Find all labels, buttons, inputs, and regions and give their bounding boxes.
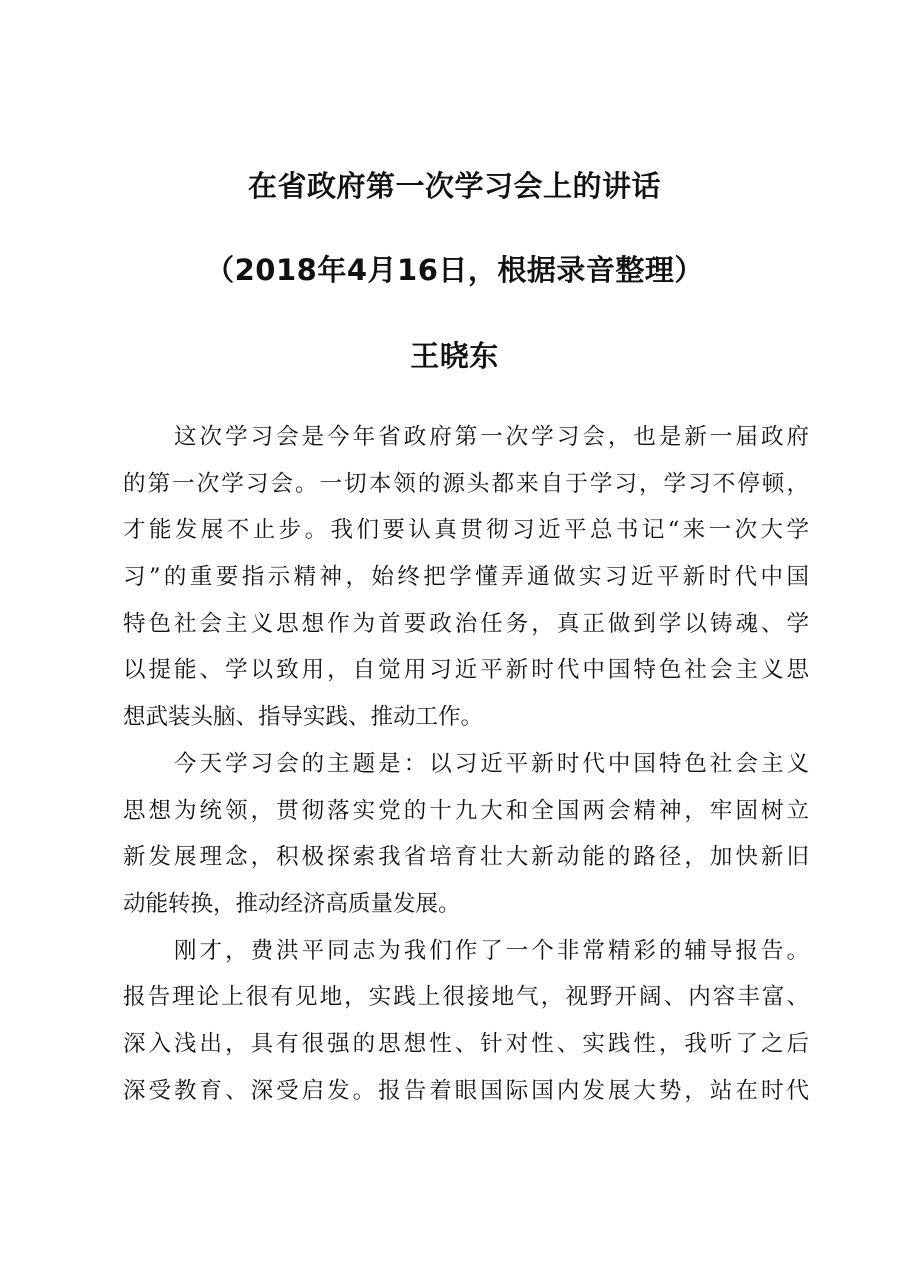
body-line: 新发展理念，积极探索我省培育壮大新动能的路径，加快新旧: [123, 844, 809, 871]
document-author: 王晓东: [410, 339, 499, 373]
body-line: 今天学习会的主题是：以习近平新时代中国特色社会主义: [123, 750, 809, 777]
body-line: 深入浅出，具有很强的思想性、针对性、实践性，我听了之后: [123, 1030, 809, 1057]
document-subtitle: （2018年4月16日，根据录音整理）: [205, 253, 704, 287]
body-line: 习”的重要指示精神，始终把学懂弄通做实习近平新时代中国: [123, 564, 809, 591]
body-line: 的第一次学习会。一切本领的源头都来自于学习，学习不停顿，: [123, 470, 809, 497]
body-line: 思想为统领，贯彻落实党的十九大和全国两会精神，牢固树立: [123, 797, 809, 824]
body-line: 才能发展不止步。我们要认真贯彻习近平总书记“来一次大学: [123, 517, 809, 544]
body-line: 深受教育、深受启发。报告着眼国际国内发展大势，站在时代: [123, 1077, 809, 1104]
body-line: 报告理论上很有见地，实践上很接地气，视野开阔、内容丰富、: [123, 984, 809, 1011]
body-line: 以提能、学以致用，自觉用习近平新时代中国特色社会主义思: [123, 657, 809, 684]
body-line: 动能转换，推动经济高质量发展。: [123, 890, 461, 917]
body-line: 想武装头脑、指导实践、推动工作。: [123, 704, 484, 731]
body-line: 特色社会主义思想作为首要政治任务，真正做到学以铸魂、学: [123, 610, 809, 637]
document-body: [123, 414, 809, 1114]
document-title: 在省政府第一次学习会上的讲话: [247, 169, 661, 203]
body-line: 刚才，费洪平同志为我们作了一个非常精彩的辅导报告。: [123, 937, 809, 964]
body-line: 这次学习会是今年省政府第一次学习会，也是新一届政府: [123, 424, 809, 450]
